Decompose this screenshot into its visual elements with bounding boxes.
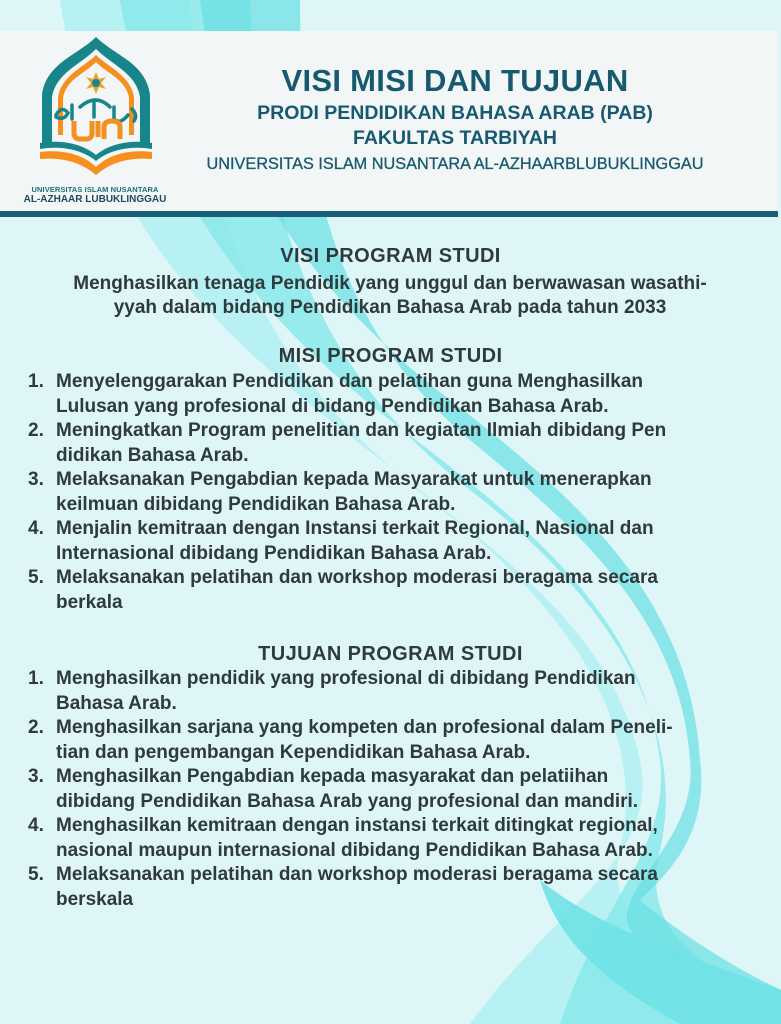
tujuan-list (28, 667, 758, 912)
item-line: Melaksanakan pelatihan dan workshop moderasi beragama secara (56, 864, 658, 885)
item-line: nasional maupun internasional dibidang Pendidikan Bahasa Arab. (56, 839, 653, 861)
page-title: VISI MISI DAN TUJUAN (281, 63, 629, 98)
faculty-subtitle: FAKULTAS TARBIYAH (352, 127, 558, 149)
item-number: 1. (28, 668, 44, 689)
logo-caption-university: UNIVERSITAS ISLAM NUSANTARA (31, 185, 159, 194)
tujuan-heading: TUJUAN PROGRAM STUDI (258, 643, 523, 665)
tujuan-item (28, 814, 758, 863)
item-line: Meningkatkan Program penelitian dan kegiatan Ilmiah dibidang Pen (56, 420, 667, 441)
misi-item (28, 419, 758, 468)
item-line: Lulusan yang profesional di bidang Pendidikan Bahasa Arab. (56, 395, 609, 417)
item-number: 5. (28, 864, 44, 885)
item-line: Menjalin kemitraan dengan Instansi terkait Regional, Nasional dan (56, 518, 654, 539)
misi-list (28, 370, 758, 615)
item-line: Internasional dibidang Pendidikan Bahasa Arab. (56, 542, 492, 564)
item-line: berkala (56, 591, 123, 613)
item-line: didikan Bahasa Arab. (56, 444, 249, 466)
item-number: 1. (28, 371, 44, 392)
item-line: Melaksanakan Pengabdian kepada Masyarakat untuk menerapkan (56, 469, 652, 490)
item-line: Melaksanakan pelatihan dan workshop moderasi beragama secara (56, 567, 658, 588)
university-crest-icon (28, 35, 164, 175)
visi-statement (20, 272, 760, 320)
header-divider (0, 211, 778, 217)
logo-caption-campus: AL-AZHAAR LUBUKLINGGAU (23, 194, 167, 205)
university-subtitle: UNIVERSITAS ISLAM NUSANTARA AL-AZHAARBLUBUKLINGGAU (206, 155, 704, 173)
visi-line: Menghasilkan tenaga Pendidik yang unggul dan berwawasan wasathi- (73, 273, 707, 294)
item-number: 2. (28, 420, 44, 441)
item-number: 3. (28, 766, 44, 787)
item-line: Menghasilkan kemitraan dengan instansi terkait ditingkat regional, (56, 815, 658, 836)
visi-heading: VISI PROGRAM STUDI (280, 245, 501, 267)
item-line: Bahasa Arab. (56, 692, 177, 714)
misi-item (28, 517, 758, 566)
misi-item (28, 370, 758, 419)
item-line: dibidang Pendidikan Bahasa Arab yang profesional dan mandiri. (56, 790, 639, 812)
misi-heading: MISI PROGRAM STUDI (278, 345, 503, 367)
item-line: tian dan pengembangan Kependidikan Bahasa Arab. (56, 741, 531, 763)
item-line: Menyelenggarakan Pendidikan dan pelatihan guna Menghasilkan (56, 371, 644, 392)
misi-item (28, 468, 758, 517)
visi-line: yyah dalam bidang Pendidikan Bahasa Arab pada tahun 2033 (113, 297, 667, 318)
item-line: keilmuan dibidang Pendidikan Bahasa Arab. (56, 493, 456, 515)
item-number: 3. (28, 469, 44, 490)
item-number: 5. (28, 567, 44, 588)
tujuan-item (28, 667, 758, 716)
tujuan-item (28, 765, 758, 814)
item-line: Menghasilkan pendidik yang profesional di dibidang Pendidikan (56, 668, 636, 689)
header-panel (0, 31, 778, 211)
item-number: 4. (28, 815, 44, 836)
item-number: 4. (28, 518, 44, 539)
misi-item (28, 566, 758, 615)
tujuan-item (28, 716, 758, 765)
item-line: Menghasilkan Pengabdian kepada masyarakat dan pelatiihan (56, 766, 609, 787)
tujuan-item (28, 863, 758, 912)
item-line: Menghasilkan sarjana yang kompeten dan profesional dalam Peneli- (56, 717, 673, 738)
program-subtitle: PRODI PENDIDIKAN BAHASA ARAB (PAB) (257, 102, 653, 124)
item-number: 2. (28, 717, 44, 738)
item-line: berskala (56, 888, 134, 910)
